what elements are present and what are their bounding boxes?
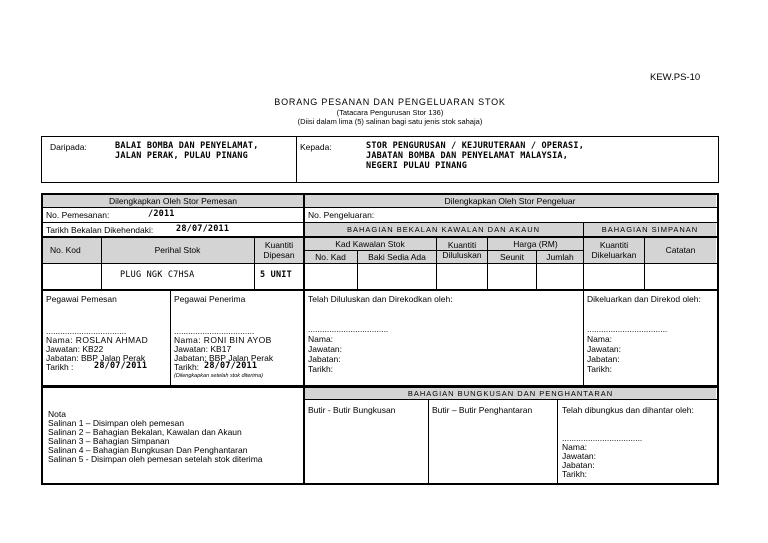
approved-grade: Jawatan:	[308, 344, 343, 354]
approved-date: Tarikh:	[308, 364, 334, 374]
approved-signature-line: ..................................	[308, 324, 389, 334]
approved-dept: Jabatan:	[308, 354, 341, 364]
receiver-name: Nama: RONI BIN AYOB	[174, 335, 272, 345]
col-notes: Catatan	[665, 245, 696, 255]
orderer-title: Pegawai Pemesan	[46, 294, 117, 304]
col-stock-card: Kad Kawalan Stok	[335, 239, 405, 249]
col-issued-2: Dikeluarkan	[591, 250, 637, 260]
receiver-grade: Jawatan: KB17	[174, 344, 232, 354]
receiver-note: (Dilengkapkan setelah stok diterima)	[174, 373, 263, 379]
notes-line-1: Salinan 1 – Disimpan oleh pemesan	[48, 418, 185, 428]
issued-name: Nama:	[587, 334, 613, 344]
col-item: Perihal Stok	[154, 245, 201, 255]
form-subtitle-1: (Tatacara Pengurusan Stor 136)	[336, 108, 444, 117]
col-approved-2: Diluluskan	[442, 250, 482, 260]
packing-name: Nama:	[562, 442, 588, 452]
packing-signature-line: ..................................	[562, 433, 643, 443]
receiver-signature-line: ..................................	[174, 326, 255, 336]
to-label: Kepada:	[300, 142, 332, 152]
issued-date: Tarikh:	[587, 364, 613, 374]
packing-date: Tarikh:	[562, 469, 588, 479]
col-card-no: No. Kad	[315, 252, 346, 262]
notes-line-4: Salinan 4 – Bahagian Bungkusan Dan Penghantaran	[48, 445, 248, 455]
notes-title: Nota	[48, 409, 66, 419]
packing-header: BAHAGIAN BUNGKUSAN DAN PENGHANTARAN	[407, 389, 614, 398]
col-unit-price: Seunit	[499, 252, 525, 262]
orderer-date: 28/07/2011	[94, 361, 148, 371]
supply-date-label: Tarikh Bekalan Dikehendaki:	[46, 225, 154, 235]
notes-line-2: Salinan 2 – Bahagian Bekalan, Kawalan dan Akaun	[48, 427, 242, 437]
col-total: Jumlah	[546, 252, 574, 262]
from-line-2: JALAN PERAK, PULAU PINANG	[115, 151, 248, 161]
to-line-2: JABATAN BOMBA DAN PENYELAMAT MALAYSIA,	[366, 151, 569, 161]
issued-dept: Jabatan:	[587, 354, 620, 364]
issued-title: Dikeluarkan dan Direkod oleh:	[587, 294, 701, 304]
col-qty-2: Dipesan	[263, 250, 295, 260]
receiver-date-label: Tarikh:	[174, 362, 200, 372]
col-packing: Butir - Butir Bungkusan	[308, 405, 396, 415]
receiver-dept: Jabatan: BBP Jalan Perak	[174, 353, 274, 363]
orderer-name: Nama: ROSLAN AHMAD	[46, 335, 149, 345]
supply-header: BAHAGIAN BEKALAN KAWALAN DAN AKAUN	[346, 225, 541, 234]
notes-line-5: Salinan 5 - Disimpan oleh pemesan setelah stok diterima	[48, 454, 263, 464]
supply-date-value: 28/07/2011	[176, 224, 230, 234]
receiver-title: Pegawai Penerima	[174, 294, 246, 304]
form-code: KEW.PS-10	[650, 72, 701, 83]
order-no-value: /2011	[148, 209, 175, 219]
to-line-1: STOR PENGURUSAN / KEJURUTERAAN / OPERASI,	[366, 141, 585, 151]
issued-signature-line: ..................................	[587, 324, 668, 334]
packing-box	[303, 386, 719, 485]
to-line-3: NEGERI PULAU PINANG	[366, 161, 468, 171]
packing-grade: Jawatan:	[562, 451, 597, 461]
storage-header: BAHAGIAN SIMPANAN	[601, 225, 699, 234]
right-section-title: Dilengkapkan Oleh Stor Pengeluar	[444, 196, 576, 206]
col-approved-1: Kuantiti	[447, 240, 477, 250]
form-title: BORANG PESANAN DAN PENGELUARAN STOK	[274, 97, 506, 107]
col-balance: Baki Sedia Ada	[368, 252, 426, 262]
from-label: Daripada:	[50, 142, 87, 152]
orderer-signature-line: ..................................	[46, 326, 127, 336]
issue-no-label: No. Pengeluaran:	[308, 210, 375, 220]
approved-name: Nama:	[308, 334, 334, 344]
left-section-title: Dilengkapkan Oleh Stor Pemesan	[108, 196, 238, 206]
col-signed: Telah dibungkus dan dihantar oleh:	[562, 405, 694, 415]
col-issued-1: Kuantiti	[599, 240, 629, 250]
issued-grade: Jawatan:	[587, 344, 622, 354]
col-code: No. Kod	[50, 245, 81, 255]
item-quantity: 5 UNIT	[260, 270, 292, 280]
approved-title: Telah Diluluskan dan Direkodkan oleh:	[308, 294, 453, 304]
col-qty-1: Kuantiti	[264, 240, 294, 250]
notes-line-3: Salinan 3 – Bahagian Simpanan	[48, 436, 170, 446]
receiver-date: 28/07/2011	[204, 361, 258, 371]
col-price: Harga (RM)	[513, 239, 558, 249]
order-no-label: No. Pemesanan:	[46, 210, 110, 220]
orderer-date-label: Tarikh :	[46, 362, 74, 372]
col-delivery: Butir – Butir Penghantaran	[432, 405, 533, 415]
from-line-1: BALAI BOMBA DAN PENYELAMAT,	[115, 141, 259, 151]
item-description: PLUG NGK C7HSA	[120, 270, 195, 280]
packing-dept: Jabatan:	[562, 460, 595, 470]
orderer-grade: Jawatan: KB22	[46, 344, 104, 354]
form-subtitle-2: (Diisi dalam lima (5) salinan bagi satu jenis stok sahaja)	[297, 117, 483, 126]
orderer-dept: Jabatan: BBP Jalan Perak	[46, 353, 146, 363]
